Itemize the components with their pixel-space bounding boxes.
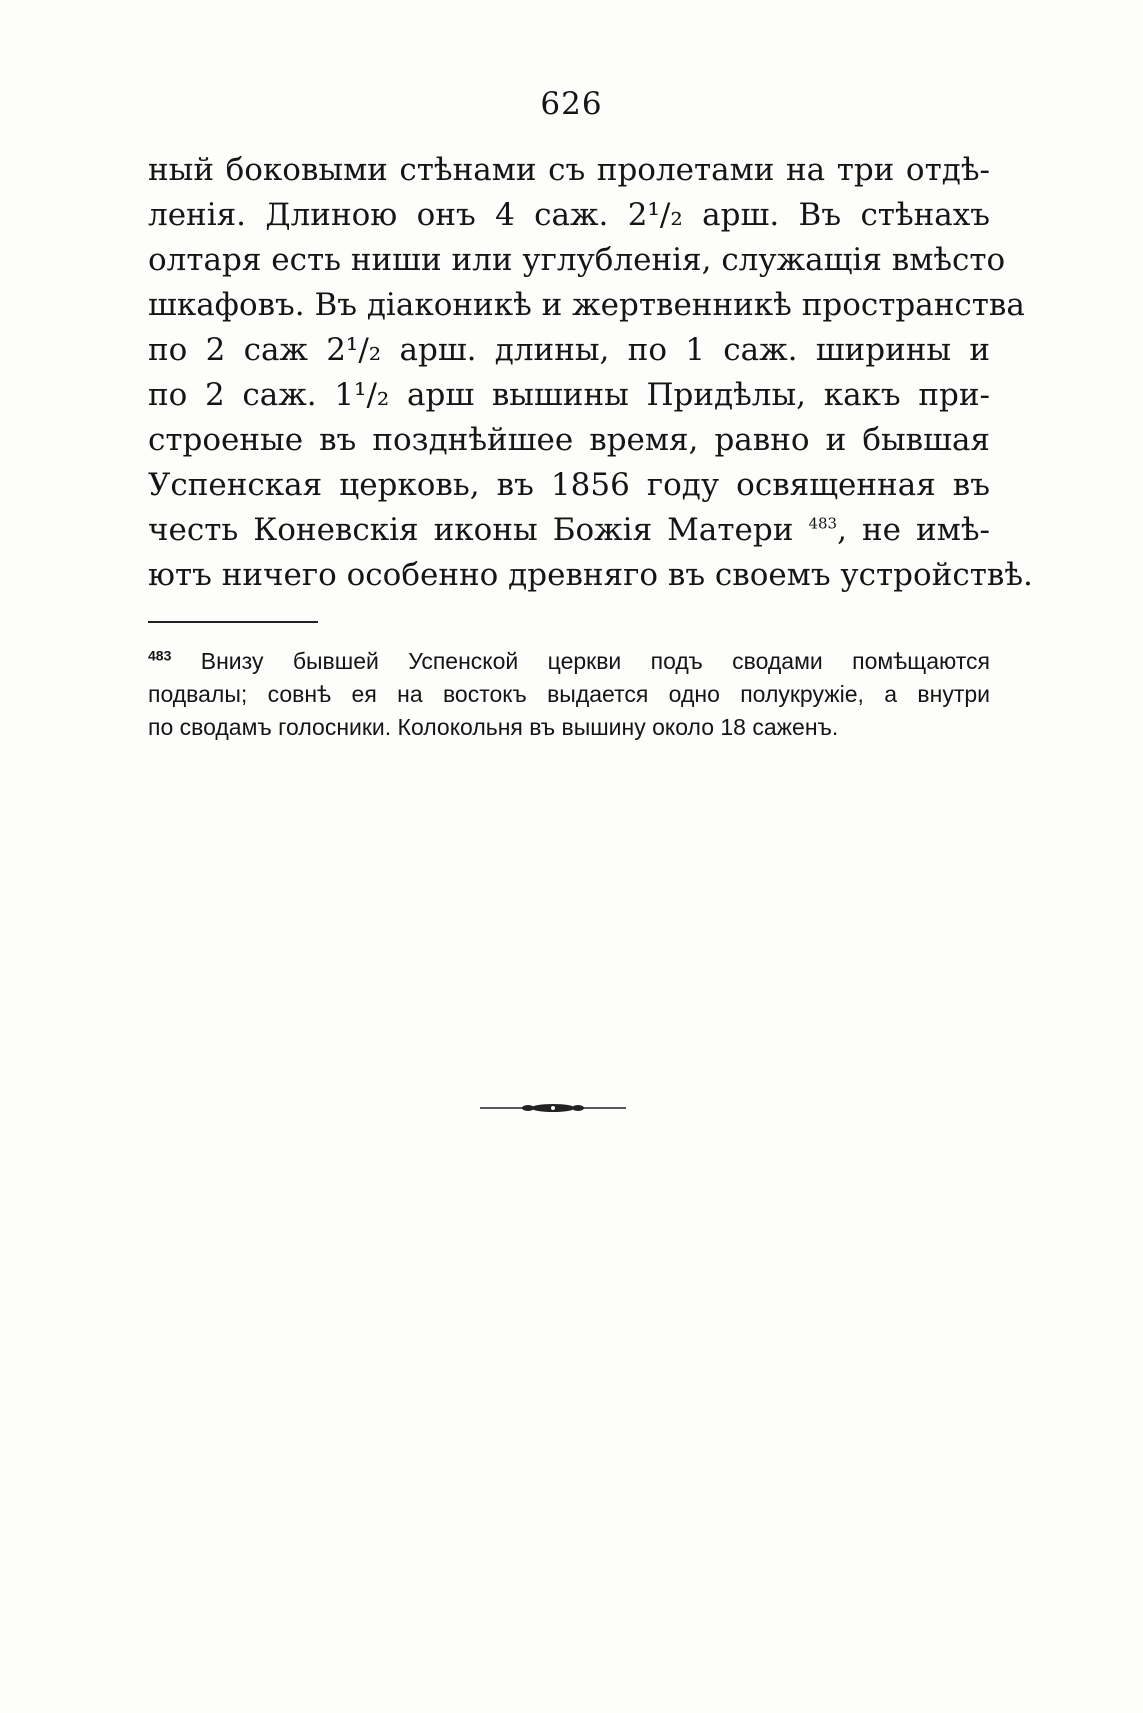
footnote-line: подвалы; совнѣ ея на востокъ выдается одно полукружіе, а внутри: [148, 681, 990, 707]
body-line: строеные въ позднѣйшее время, равно и бывшая: [148, 422, 990, 458]
body-line: олтаря есть ниши или углубленія, служащія вмѣсто: [148, 242, 1006, 278]
footnote-text: Внизу бывшей Успенской церкви подъ сводами помѣщаются: [200, 648, 990, 674]
footnote-line: по сводамъ голосники. Колокольня въ вышину около 18 саженъ.: [148, 714, 839, 740]
body-line: по 2 саж 2¹/₂ арш. длины, по 1 саж. ширины и: [148, 332, 990, 368]
body-line: Успенская церковь, въ 1856 году освященная въ: [148, 467, 990, 503]
footnote-separator: [148, 621, 318, 623]
body-line-text: , не имѣ-: [837, 512, 990, 548]
footnote-reference: 483: [808, 514, 838, 533]
body-line: ленія. Длиною онъ 4 саж. 2¹/₂ арш. Въ стѣнахъ: [148, 197, 990, 233]
footnote: [148, 645, 990, 744]
page-number: 626: [540, 86, 603, 122]
section-ornament-icon: [480, 1100, 626, 1116]
footnote-line: [148, 645, 990, 678]
footnote-marker: 483: [148, 647, 172, 664]
body-line: ный боковыми стѣнами съ пролетами на три отдѣ-: [148, 152, 990, 188]
body-line: шкафовъ. Въ діаконикѣ и жертвенникѣ пространства: [148, 287, 1025, 323]
body-line-text: честь Коневскія иконы Божія Матери: [148, 512, 794, 548]
body-line-with-reference: [148, 508, 990, 553]
body-line: по 2 саж. 1¹/₂ арш вышины Придѣлы, какъ при-: [148, 377, 990, 413]
body-line: ютъ ничего особенно древняго въ своемъ устройствѣ.: [148, 557, 1033, 593]
body-paragraph: [148, 148, 1033, 598]
